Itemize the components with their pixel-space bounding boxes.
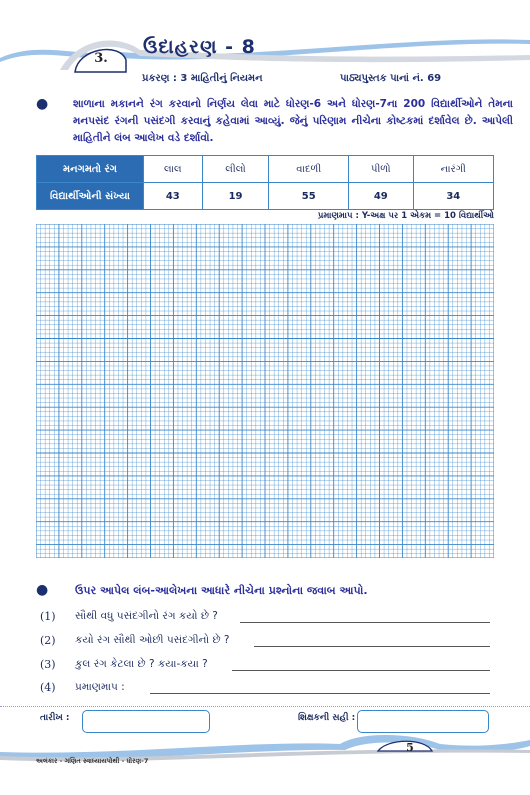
header-decoration xyxy=(0,0,530,80)
table-cell-color: લાલ xyxy=(144,156,203,183)
question-number: (2) xyxy=(40,634,56,647)
footer-decoration xyxy=(0,730,530,780)
question-number: (1) xyxy=(40,610,56,623)
table-row-counts xyxy=(37,183,494,210)
table-cell-color: નારંગી xyxy=(413,156,493,183)
data-table xyxy=(36,155,494,210)
exercise-number: 3. xyxy=(94,51,108,66)
question-text: પ્રમાણમાપ : xyxy=(75,681,125,693)
table-cell-color: લીલો xyxy=(202,156,269,183)
question-number: (3) xyxy=(40,658,56,671)
page-number: 5 xyxy=(406,741,414,754)
divider xyxy=(0,706,530,707)
question-text: સૌથી વધુ પસંદગીનો રંગ કયો છે ? xyxy=(75,610,218,622)
table-row-colors xyxy=(37,156,494,183)
table-cell-count: 49 xyxy=(349,183,414,210)
question-number: (4) xyxy=(40,681,56,694)
book-title-footer: અલંકાર - ગણિત સ્વાધ્યાયપોથી - ધોરણ-7 xyxy=(36,757,149,765)
graph-paper xyxy=(36,224,494,558)
bullet-icon: ● xyxy=(36,96,49,112)
scale-note: પ્રમાણમાપ : Y-અક્ષ પર 1 એકમ = 10 વિદ્યાર્થીઓ xyxy=(317,211,494,221)
table-cell-color: વાદળી xyxy=(269,156,349,183)
chapter-label: પ્રકરણ : 3 માહિતીનું નિયમન xyxy=(142,73,263,84)
questions-instruction: ઉપર આપેલ લંબ-આલેખના આધારે નીચેના પ્રશ્નોના જવાબ આપો. xyxy=(75,584,368,597)
textbook-page-ref: પાઠ્યપુસ્તક પાનાં નં. 69 xyxy=(340,73,442,84)
row-header-color: મનગમતો રંગ xyxy=(37,156,144,183)
answer-line[interactable] xyxy=(232,670,490,671)
table-cell-count: 19 xyxy=(202,183,269,210)
bullet-icon: ● xyxy=(36,582,49,598)
table-cell-count: 43 xyxy=(144,183,203,210)
answer-line[interactable] xyxy=(240,622,490,623)
question-text: કુલ રંગ કેટલા છે ? કયા-કયા ? xyxy=(75,658,208,670)
answer-line[interactable] xyxy=(150,693,490,694)
row-header-students: વિદ્યાર્થીઓની સંખ્યા xyxy=(37,183,144,210)
page-title: ઉદાહરણ - 8 xyxy=(143,36,256,58)
problem-statement: શાળાના મકાનને રંગ કરવાનો નિર્ણય લેવા માટે ધોરણ-6 અને ધોરણ-7ના 200 વિદ્યાર્થીઓને તેમના મનપસંદ રંગની પસંદગી કરવાનું કહેવામાં આવ્યું. જેનું પરિણામ નીચેના કોષ્ટકમાં દર્શાવેલ છે. આપેલી માહિતીને લંબ આલેખ વડે દર્શાવો. xyxy=(73,98,513,144)
table-cell-count: 34 xyxy=(413,183,493,210)
teacher-sign-label: શિક્ષકની સહી : xyxy=(298,713,356,723)
date-label: તારીખ : xyxy=(40,713,70,723)
question-text: કયો રંગ સૌથી ઓછી પસંદગીનો છે ? xyxy=(75,634,230,646)
table-cell-color: પીળો xyxy=(349,156,414,183)
answer-line[interactable] xyxy=(254,646,490,647)
table-cell-count: 55 xyxy=(269,183,349,210)
